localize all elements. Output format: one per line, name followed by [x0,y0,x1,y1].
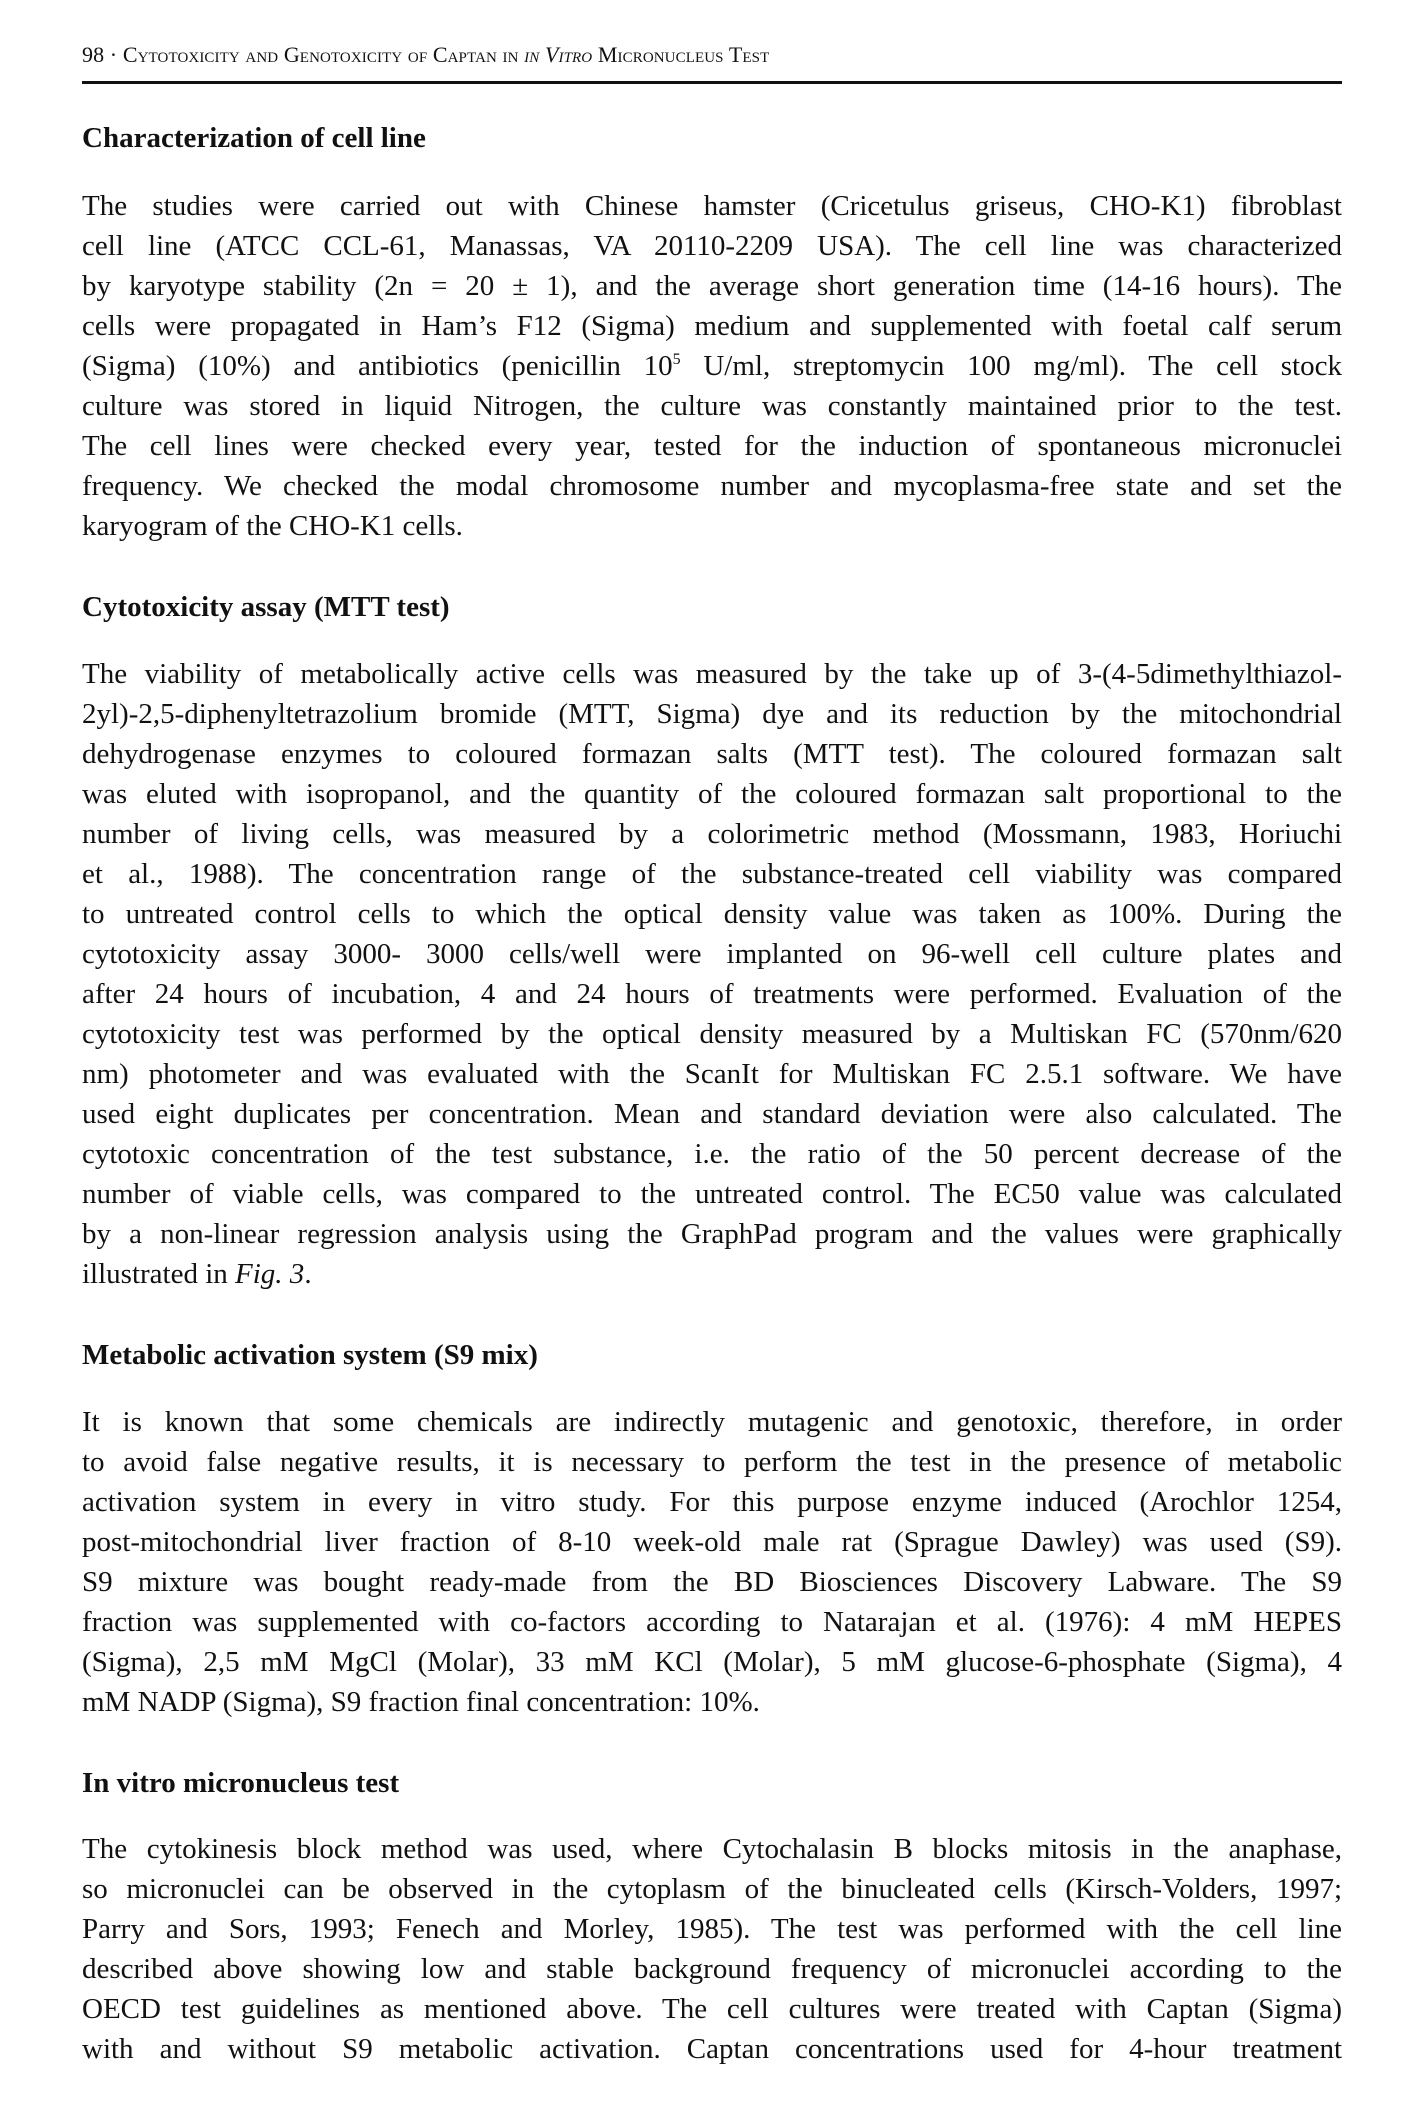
text-run: dehydrogenase enzymes to coloured formazan salts (MTT test). The coloured formazan salt [82,738,1342,770]
text-line [82,1054,1342,1094]
text-run: used eight duplicates per concentration. Mean and standard deviation were also calculated. The [82,1098,1342,1130]
header-title-part-3: Micronucleus Test [592,42,770,67]
text-run: by a non-linear regression analysis using the GraphPad program and the values were graphically [82,1218,1342,1250]
paragraph-characterization [82,186,1342,546]
text-line [82,1682,1342,1722]
text-line [82,1014,1342,1054]
paragraph-cytotoxicity [82,654,1342,1294]
text-line [82,266,1342,306]
text-run: cytotoxicity assay 3000- 3000 cells/well were implanted on 96-well cell culture plates and [82,938,1342,970]
text-run: S9 mixture was bought ready-made from the BD Biosciences Discovery Labware. The S9 [82,1566,1342,1598]
section-heading-micronucleus-test: In vitro micronucleus test [82,1767,400,1799]
text-line [82,854,1342,894]
text-run: to avoid false negative results, it is necessary to perform the test in the presence of metabolic [82,1446,1342,1478]
text-run: et al., 1988). The concentration range of the substance-treated cell viability was compared [82,858,1342,890]
text-line [82,694,1342,734]
text-run: fraction was supplemented with co-factors according to Natarajan et al. (1976): 4 mM HEPES [82,1606,1342,1638]
text-line [82,774,1342,814]
header-separator: · [104,42,123,67]
text-line [82,1254,1342,1294]
text-line [82,1562,1342,1602]
text-line [82,934,1342,974]
running-header [82,42,769,68]
text-run: activation system in every in vitro study. For this purpose enzyme induced (Arochlor 1254, [82,1486,1342,1518]
text-run: The cytokinesis block method was used, where Cytochalasin B blocks mitosis in the anaphase, [82,1833,1342,1865]
text-run: It is known that some chemicals are indirectly mutagenic and genotoxic, therefore, in order [82,1406,1342,1438]
header-title-italic: in Vitro [524,42,593,67]
text-line [82,654,1342,694]
text-run: nm) photometer and was evaluated with the ScanIt for Multiskan FC 2.5.1 software. We have [82,1058,1342,1090]
header-rule [82,81,1342,84]
text-run: so micronuclei can be observed in the cytoplasm of the binucleated cells (Kirsch-Volders, 1997; [82,1873,1342,1905]
text-run: post-mitochondrial liver fraction of 8-10 week-old male rat (Sprague Dawley) was used (S9). [82,1526,1342,1558]
text-run: mM NADP (Sigma), S9 fraction final concentration: 10%. [82,1686,760,1718]
text-line [82,2029,1342,2069]
text-line [82,1869,1342,1909]
text-run: cell line (ATCC CCL-61, Manassas, VA 20110-2209 USA). The cell line was characterized [82,230,1342,262]
text-line [82,186,1342,226]
page-number: 98 [82,42,105,67]
superscript: 5 [672,351,681,368]
text-run: by karyotype stability (2n = 20 ± 1), and the average short generation time (14-16 hours). The [82,270,1342,302]
text-run: described above showing low and stable background frequency of micronuclei according to the [82,1953,1342,1985]
text-line [82,1989,1342,2029]
text-line [82,974,1342,1014]
text-line [82,506,1342,546]
paragraph-micronucleus-test [82,1829,1342,2069]
text-line [82,1402,1342,1442]
text-line [82,1642,1342,1682]
text-run: was eluted with isopropanol, and the quantity of the coloured formazan salt proportional to the [82,778,1342,810]
text-line [82,1829,1342,1869]
text-run: karyogram of the CHO-K1 cells. [82,510,463,542]
text-run: Parry and Sors, 1993; Fenech and Morley, 1985). The test was performed with the cell line [82,1913,1342,1945]
text-line [82,1134,1342,1174]
section-heading-metabolic-activation: Metabolic activation system (S9 mix) [82,1339,538,1371]
section-heading-characterization: Characterization of cell line [82,122,426,154]
text-run: U/ml, streptomycin 100 mg/ml). The cell stock [680,350,1342,382]
text-run: to untreated control cells to which the optical density value was taken as 100%. During the [82,898,1342,930]
text-line [82,306,1342,346]
text-run: The viability of metabolically active cells was measured by the take up of 3-(4-5dimethylthiazol- [82,658,1342,690]
text-line [82,894,1342,934]
text-run: after 24 hours of incubation, 4 and 24 hours of treatments were performed. Evaluation of the [82,978,1342,1010]
text-line [82,346,1342,386]
text-line [82,1949,1342,1989]
text-run: cells were propagated in Ham’s F12 (Sigma) medium and supplemented with foetal calf serum [82,310,1342,342]
text-run: illustrated in [82,1258,236,1290]
text-line [82,426,1342,466]
section-heading-cytotoxicity: Cytotoxicity assay (MTT test) [82,591,450,623]
text-line [82,1482,1342,1522]
text-line [82,734,1342,774]
text-line [82,1602,1342,1642]
text-line [82,226,1342,266]
text-line [82,1214,1342,1254]
text-run: OECD test guidelines as mentioned above. The cell cultures were treated with Captan (Sigma) [82,1993,1342,2025]
text-line [82,814,1342,854]
header-title-part-1: Cytotoxicity and Genotoxicity of Captan in [122,42,525,67]
text-run: The studies were carried out with Chinese hamster (Cricetulus griseus, CHO-K1) fibroblast [82,190,1342,222]
text-line [82,1094,1342,1134]
text-run: The cell lines were checked every year, tested for the induction of spontaneous micronuclei [82,430,1342,462]
paragraph-metabolic-activation [82,1402,1342,1722]
text-line [82,1909,1342,1949]
text-run: cytotoxicity test was performed by the optical density measured by a Multiskan FC (570nm/620 [82,1018,1342,1050]
text-run: number of viable cells, was compared to the untreated control. The EC50 value was calculated [82,1178,1342,1210]
text-run: frequency. We checked the modal chromosome number and mycoplasma-free state and set the [82,470,1342,502]
text-run: number of living cells, was measured by a colorimetric method (Mossmann, 1983, Horiuchi [82,818,1342,850]
text-run: 2yl)-2,5-diphenyltetrazolium bromide (MTT, Sigma) dye and its reduction by the mitochondrial [82,698,1342,730]
text-run: . [304,1258,312,1290]
text-line [82,1522,1342,1562]
text-line [82,466,1342,506]
figure-reference: Fig. 3 [235,1258,305,1290]
text-run: (Sigma) (10%) and antibiotics (penicillin 10 [82,350,673,382]
text-run: culture was stored in liquid Nitrogen, the culture was constantly maintained prior to the test. [82,390,1342,422]
text-run: (Sigma), 2,5 mM MgCl (Molar), 33 mM KCl (Molar), 5 mM glucose-6-phosphate (Sigma), 4 [82,1646,1342,1678]
text-line [82,386,1342,426]
text-line [82,1442,1342,1482]
text-run: with and without S9 metabolic activation. Captan concentrations used for 4-hour treatment [82,2033,1342,2065]
text-line [82,1174,1342,1214]
text-run: cytotoxic concentration of the test substance, i.e. the ratio of the 50 percent decrease of the [82,1138,1342,1170]
